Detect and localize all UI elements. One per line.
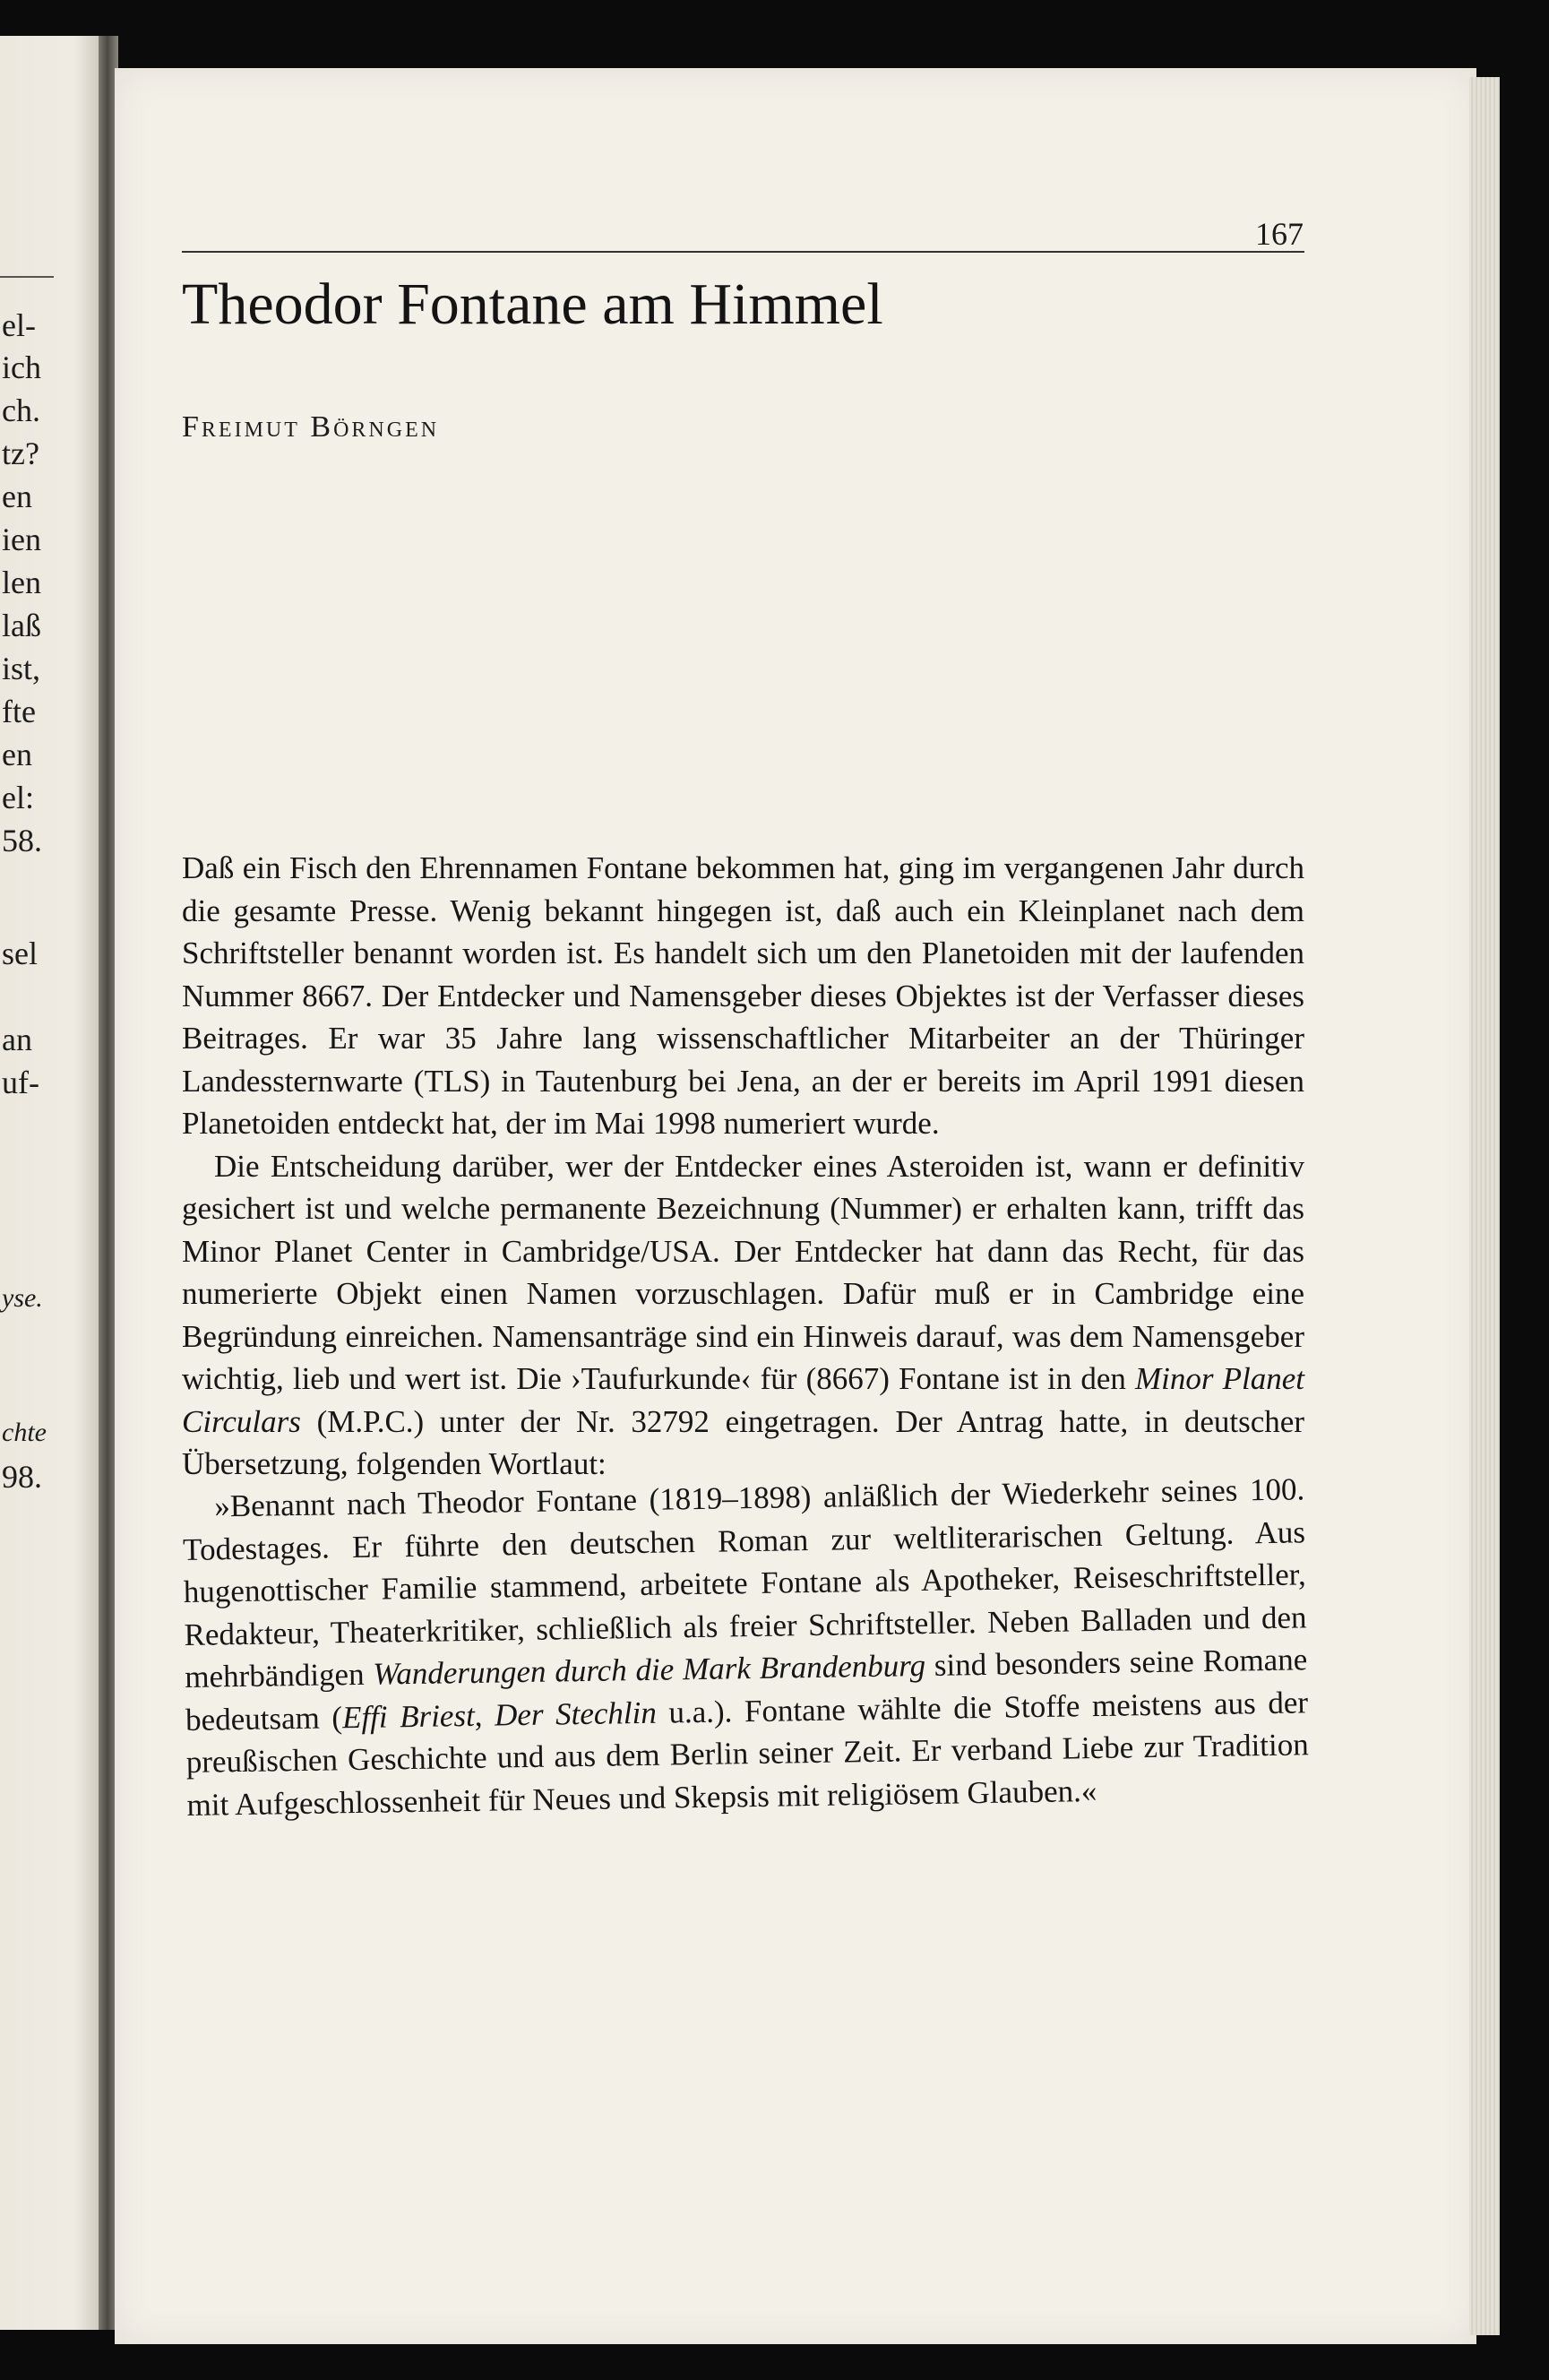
left-line: chte: [2, 1418, 47, 1447]
header-rule: [182, 251, 1304, 253]
left-line: en: [2, 479, 32, 514]
paragraph: Daß ein Fisch den Ehrennamen Fontane bekommen hat, ging im vergangenen Jahr durch die gesamte Presse. Wenig bekannt hingegen ist, daß auch ein Kleinplanet nach dem Schriftsteller benannt worden ist. Es handelt sich um den Planetoiden mit der laufenden Nummer 8667. Der Entdecker und Namensgeber dieses Objektes ist der Verfasser dieses Beitrages. Er war 35 Jahre lang wissenschaftlicher Mitarbeiter an der Thüringer Landessternwarte (TLS) in Tautenburg bei Jena, an der er bereits im April 1991 diesen Planetoiden entdeckt hat, der im Mai 1998 numeriert wurde.: [182, 850, 1304, 1141]
quoted-paragraph: [182, 1468, 1310, 1826]
paragraph: [182, 1145, 1304, 1486]
left-line: el:: [2, 780, 34, 815]
left-line: sel: [2, 936, 38, 971]
italic-title: Der Stechlin: [494, 1694, 658, 1732]
text-run: u.a.). Fontane wählte die Stoffe meistens aus der preußischen Geschichte und aus dem Berlin seiner Zeit. Er verband Liebe zur Tradition mit Aufgeschlossenheit für Neues und Skepsis mit religiösem Glauben.«: [185, 1684, 1309, 1822]
text-run: Die Entscheidung darüber, wer der Entdecker eines Asteroiden ist, wann er definitiv gesichert ist und welche permanente Bezeichnung (Nummer) er erhalten kann, trifft das Minor Planet Center in Cambridge/USA. Der Entdecker hat dann das Recht, für das numerierte Objekt einen Namen vorzuschlagen. Dafür muß er in Cambridge eine Begründung einreichen. Namensanträge sind ein Hinweis darauf, was dem Namensgeber wichtig, lieb und wert ist. Die ›Taufurkunde‹ für (8667) Fontane ist in den: [182, 1148, 1304, 1396]
text-run: ,: [474, 1696, 495, 1732]
italic-title: Minor Planet Circulars: [182, 1361, 1304, 1439]
text-run: (M.P.C.) unter der Nr. 32792 eingetragen. Der Antrag hatte, in deutscher Übersetzung, folgenden Wortlaut:: [182, 1403, 1304, 1481]
left-line: ien: [2, 522, 41, 557]
left-header-rule: [0, 276, 54, 278]
left-line: ch.: [2, 392, 40, 428]
left-page-edge: [0, 36, 106, 2330]
page-edges: [1469, 77, 1500, 2335]
text-run: sind besonders seine Romane bedeutsam (: [185, 1641, 1308, 1737]
left-line: el-: [2, 307, 36, 343]
left-line: yse.: [2, 1283, 43, 1313]
left-line: an: [2, 1022, 32, 1057]
page-number: 167: [1255, 216, 1304, 252]
article-body: [182, 847, 1309, 1826]
article-author: Freimut Börngen: [182, 410, 440, 444]
article-title: Theodor Fontane am Himmel: [182, 272, 883, 337]
left-line: fte: [2, 694, 36, 729]
left-line: ist,: [2, 651, 41, 686]
text-run: »Benannt nach Theodor Fontane (1819–1898) anläßlich der Wiederkehr seines 100. Todestages. Er führte den deutschen Roman zur weltliterarischen Geltung. Aus hugenottischer Familie stammend, arbeitete Fontane als Apotheker, Reiseschriftsteller, Redakteur, Theaterkritiker, schließlich als freier Schriftsteller. Neben Balladen und den mehrbändigen: [182, 1470, 1307, 1694]
left-line: tz?: [2, 435, 39, 471]
left-line: 98.: [2, 1459, 42, 1495]
left-line: laß: [2, 608, 41, 643]
left-line: ich: [2, 349, 41, 385]
italic-title: Wanderungen durch die Mark Brandenburg: [373, 1647, 926, 1692]
left-line: 58.: [2, 823, 42, 858]
left-line: en: [2, 737, 32, 772]
italic-title: Effi Briest: [341, 1696, 476, 1735]
left-line: len: [2, 565, 41, 600]
left-line: uf-: [2, 1065, 39, 1100]
